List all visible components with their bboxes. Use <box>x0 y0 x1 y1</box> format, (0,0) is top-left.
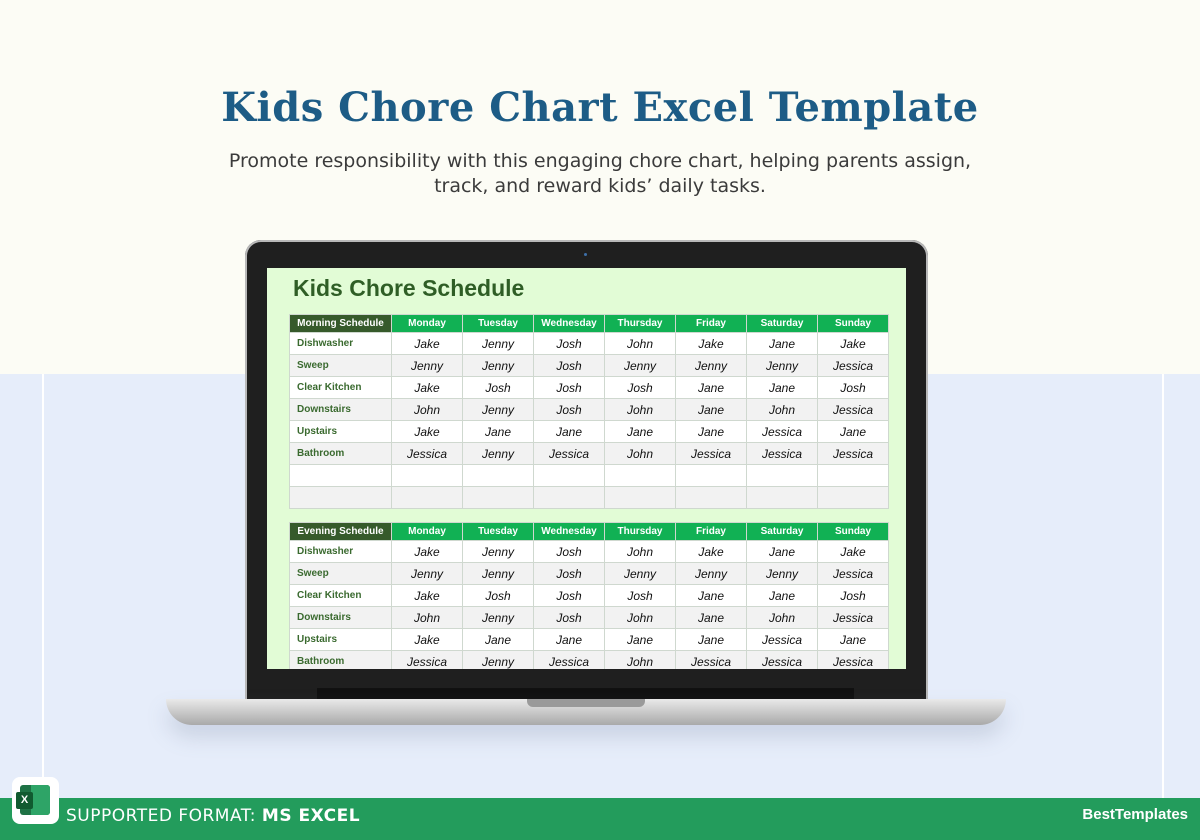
assignee-cell[interactable]: Josh <box>534 541 605 563</box>
assignee-cell[interactable]: Jake <box>392 377 463 399</box>
day-header: Monday <box>392 315 463 333</box>
assignee-cell[interactable]: Jessica <box>818 355 889 377</box>
assignee-cell[interactable]: John <box>605 333 676 355</box>
table-row <box>290 355 889 377</box>
assignee-cell[interactable]: Jane <box>463 629 534 651</box>
day-header: Tuesday <box>463 315 534 333</box>
assignee-cell[interactable]: Jenny <box>747 563 818 585</box>
assignee-cell[interactable]: Jake <box>392 585 463 607</box>
assignee-cell[interactable]: Jessica <box>818 443 889 465</box>
assignee-cell[interactable]: Josh <box>818 585 889 607</box>
assignee-cell[interactable]: Jane <box>534 421 605 443</box>
assignee-cell[interactable]: Jane <box>676 421 747 443</box>
evening-header-row <box>290 523 889 541</box>
assignee-cell[interactable]: John <box>747 399 818 421</box>
assignee-cell[interactable]: John <box>605 443 676 465</box>
assignee-cell[interactable]: Jane <box>676 377 747 399</box>
table-row <box>290 465 889 487</box>
assignee-cell[interactable]: John <box>747 607 818 629</box>
morning-header-row <box>290 315 889 333</box>
sheet-title: Kids Chore Schedule <box>293 275 525 301</box>
table-row <box>290 487 889 509</box>
assignee-cell[interactable]: Jessica <box>747 421 818 443</box>
assignee-cell[interactable]: Jenny <box>463 355 534 377</box>
morning-schedule-header: Morning Schedule <box>290 315 392 333</box>
assignee-cell[interactable]: Jessica <box>818 651 889 670</box>
chore-label[interactable]: Clear Kitchen <box>290 377 392 399</box>
day-header: Wednesday <box>534 315 605 333</box>
table-row <box>290 333 889 355</box>
assignee-cell[interactable]: Jake <box>392 333 463 355</box>
spreadsheet-screen <box>267 268 906 669</box>
assignee-cell[interactable]: Jenny <box>463 563 534 585</box>
assignee-cell[interactable] <box>676 465 747 487</box>
assignee-cell[interactable]: John <box>605 541 676 563</box>
table-row <box>290 399 889 421</box>
morning-schedule-table <box>289 314 889 509</box>
excel-x-icon: X <box>16 792 33 809</box>
assignee-cell[interactable]: Jenny <box>392 355 463 377</box>
assignee-cell[interactable]: Jane <box>747 585 818 607</box>
assignee-cell[interactable]: Jane <box>534 629 605 651</box>
assignee-cell[interactable]: Jenny <box>463 607 534 629</box>
assignee-cell[interactable]: Jessica <box>818 399 889 421</box>
chore-label[interactable]: Sweep <box>290 355 392 377</box>
assignee-cell[interactable]: Jenny <box>676 355 747 377</box>
day-header: Wednesday <box>534 523 605 541</box>
day-header: Saturday <box>747 315 818 333</box>
evening-schedule-table <box>289 522 889 669</box>
assignee-cell[interactable]: Jenny <box>463 541 534 563</box>
assignee-cell[interactable]: Jane <box>605 629 676 651</box>
table-row <box>290 377 889 399</box>
left-divider-line <box>42 374 44 798</box>
assignee-cell[interactable]: Jake <box>818 541 889 563</box>
assignee-cell[interactable]: Jane <box>818 421 889 443</box>
assignee-cell[interactable]: Jenny <box>747 355 818 377</box>
assignee-cell[interactable] <box>747 487 818 509</box>
assignee-cell[interactable]: Jessica <box>392 443 463 465</box>
chore-label[interactable]: Dishwasher <box>290 541 392 563</box>
chore-label[interactable]: Sweep <box>290 563 392 585</box>
assignee-cell[interactable] <box>392 487 463 509</box>
table-row <box>290 443 889 465</box>
assignee-cell[interactable] <box>463 487 534 509</box>
day-header: Thursday <box>605 315 676 333</box>
assignee-cell[interactable]: Jane <box>747 377 818 399</box>
chore-label[interactable]: Upstairs <box>290 421 392 443</box>
assignee-cell[interactable]: Josh <box>818 377 889 399</box>
table-row <box>290 629 889 651</box>
assignee-cell[interactable] <box>534 465 605 487</box>
assignee-cell[interactable]: Jane <box>605 421 676 443</box>
chore-label[interactable]: Dishwasher <box>290 333 392 355</box>
assignee-cell[interactable]: Jenny <box>605 563 676 585</box>
assignee-cell[interactable]: Jenny <box>605 355 676 377</box>
assignee-cell[interactable]: Jenny <box>463 399 534 421</box>
assignee-cell[interactable]: Jenny <box>463 443 534 465</box>
assignee-cell[interactable]: Jessica <box>818 607 889 629</box>
assignee-cell[interactable]: John <box>605 651 676 670</box>
day-header: Sunday <box>818 523 889 541</box>
table-row <box>290 541 889 563</box>
table-row <box>290 563 889 585</box>
assignee-cell[interactable]: Jenny <box>463 333 534 355</box>
day-header: Friday <box>676 523 747 541</box>
assignee-cell[interactable]: Josh <box>605 585 676 607</box>
day-header: Monday <box>392 523 463 541</box>
assignee-cell[interactable]: Josh <box>605 377 676 399</box>
assignee-cell[interactable] <box>605 487 676 509</box>
assignee-cell[interactable]: Jessica <box>534 651 605 670</box>
assignee-cell[interactable]: Jessica <box>747 651 818 670</box>
assignee-cell[interactable]: Josh <box>534 563 605 585</box>
assignee-cell[interactable]: Jane <box>676 585 747 607</box>
table-row <box>290 585 889 607</box>
chore-label[interactable] <box>290 465 392 487</box>
assignee-cell[interactable]: Jenny <box>392 563 463 585</box>
day-header: Friday <box>676 315 747 333</box>
assignee-cell[interactable] <box>747 465 818 487</box>
chore-label[interactable]: Upstairs <box>290 629 392 651</box>
format-value: MS EXCEL <box>261 806 361 826</box>
day-header: Thursday <box>605 523 676 541</box>
assignee-cell[interactable]: Josh <box>534 377 605 399</box>
assignee-cell[interactable] <box>818 465 889 487</box>
assignee-cell[interactable]: Jake <box>818 333 889 355</box>
assignee-cell[interactable]: Jane <box>747 333 818 355</box>
assignee-cell[interactable]: Jake <box>676 541 747 563</box>
chore-label[interactable]: Bathroom <box>290 443 392 465</box>
assignee-cell[interactable] <box>534 487 605 509</box>
assignee-cell[interactable]: Jessica <box>534 443 605 465</box>
day-header: Tuesday <box>463 523 534 541</box>
assignee-cell[interactable] <box>676 487 747 509</box>
assignee-cell[interactable] <box>605 465 676 487</box>
chore-label[interactable]: Downstairs <box>290 607 392 629</box>
brand-logo: BestTemplates <box>1082 806 1188 823</box>
supported-format-text <box>66 806 360 826</box>
page-title: Kids Chore Chart Excel Template <box>221 84 979 131</box>
assignee-cell[interactable]: Jessica <box>747 629 818 651</box>
excel-icon-sheet <box>31 785 50 815</box>
assignee-cell[interactable]: Josh <box>534 607 605 629</box>
assignee-cell[interactable] <box>392 465 463 487</box>
assignee-cell[interactable]: Jane <box>818 629 889 651</box>
evening-schedule-header: Evening Schedule <box>290 523 392 541</box>
assignee-cell[interactable]: Jane <box>676 399 747 421</box>
table-row <box>290 651 889 670</box>
laptop-notch <box>527 699 645 707</box>
assignee-cell[interactable]: Jenny <box>676 563 747 585</box>
chore-label[interactable]: Downstairs <box>290 399 392 421</box>
assignee-cell[interactable]: Jenny <box>463 651 534 670</box>
assignee-cell[interactable]: Jane <box>463 421 534 443</box>
assignee-cell[interactable]: John <box>392 607 463 629</box>
assignee-cell[interactable]: Jake <box>392 629 463 651</box>
assignee-cell[interactable] <box>463 465 534 487</box>
camera-icon <box>584 253 587 256</box>
assignee-cell[interactable]: Josh <box>534 399 605 421</box>
right-divider-line <box>1162 374 1164 798</box>
assignee-cell[interactable]: Jessica <box>676 443 747 465</box>
assignee-cell[interactable]: Jake <box>676 333 747 355</box>
table-row <box>290 607 889 629</box>
assignee-cell[interactable]: Jessica <box>392 651 463 670</box>
chore-label[interactable] <box>290 487 392 509</box>
assignee-cell[interactable]: John <box>392 399 463 421</box>
page-subtitle: Promote responsibility with this engaging chore chart, helping parents assign, track, and reward kids’ daily tasks. <box>228 150 972 197</box>
assignee-cell[interactable]: Josh <box>534 355 605 377</box>
assignee-cell[interactable] <box>818 487 889 509</box>
format-label: SUPPORTED FORMAT: <box>66 806 257 826</box>
assignee-cell[interactable]: Jane <box>676 629 747 651</box>
day-header: Sunday <box>818 315 889 333</box>
assignee-cell[interactable]: Jake <box>392 421 463 443</box>
assignee-cell[interactable]: Jane <box>747 541 818 563</box>
assignee-cell[interactable]: Josh <box>463 377 534 399</box>
assignee-cell[interactable]: John <box>605 399 676 421</box>
assignee-cell[interactable]: Jane <box>676 607 747 629</box>
day-header: Saturday <box>747 523 818 541</box>
assignee-cell[interactable]: Josh <box>534 333 605 355</box>
assignee-cell[interactable]: Josh <box>463 585 534 607</box>
assignee-cell[interactable]: Josh <box>534 585 605 607</box>
assignee-cell[interactable]: John <box>605 607 676 629</box>
assignee-cell[interactable]: Jake <box>392 541 463 563</box>
chore-label[interactable]: Bathroom <box>290 651 392 670</box>
assignee-cell[interactable]: Jessica <box>676 651 747 670</box>
chore-label[interactable]: Clear Kitchen <box>290 585 392 607</box>
table-row <box>290 421 889 443</box>
assignee-cell[interactable]: Jessica <box>818 563 889 585</box>
assignee-cell[interactable]: Jessica <box>747 443 818 465</box>
